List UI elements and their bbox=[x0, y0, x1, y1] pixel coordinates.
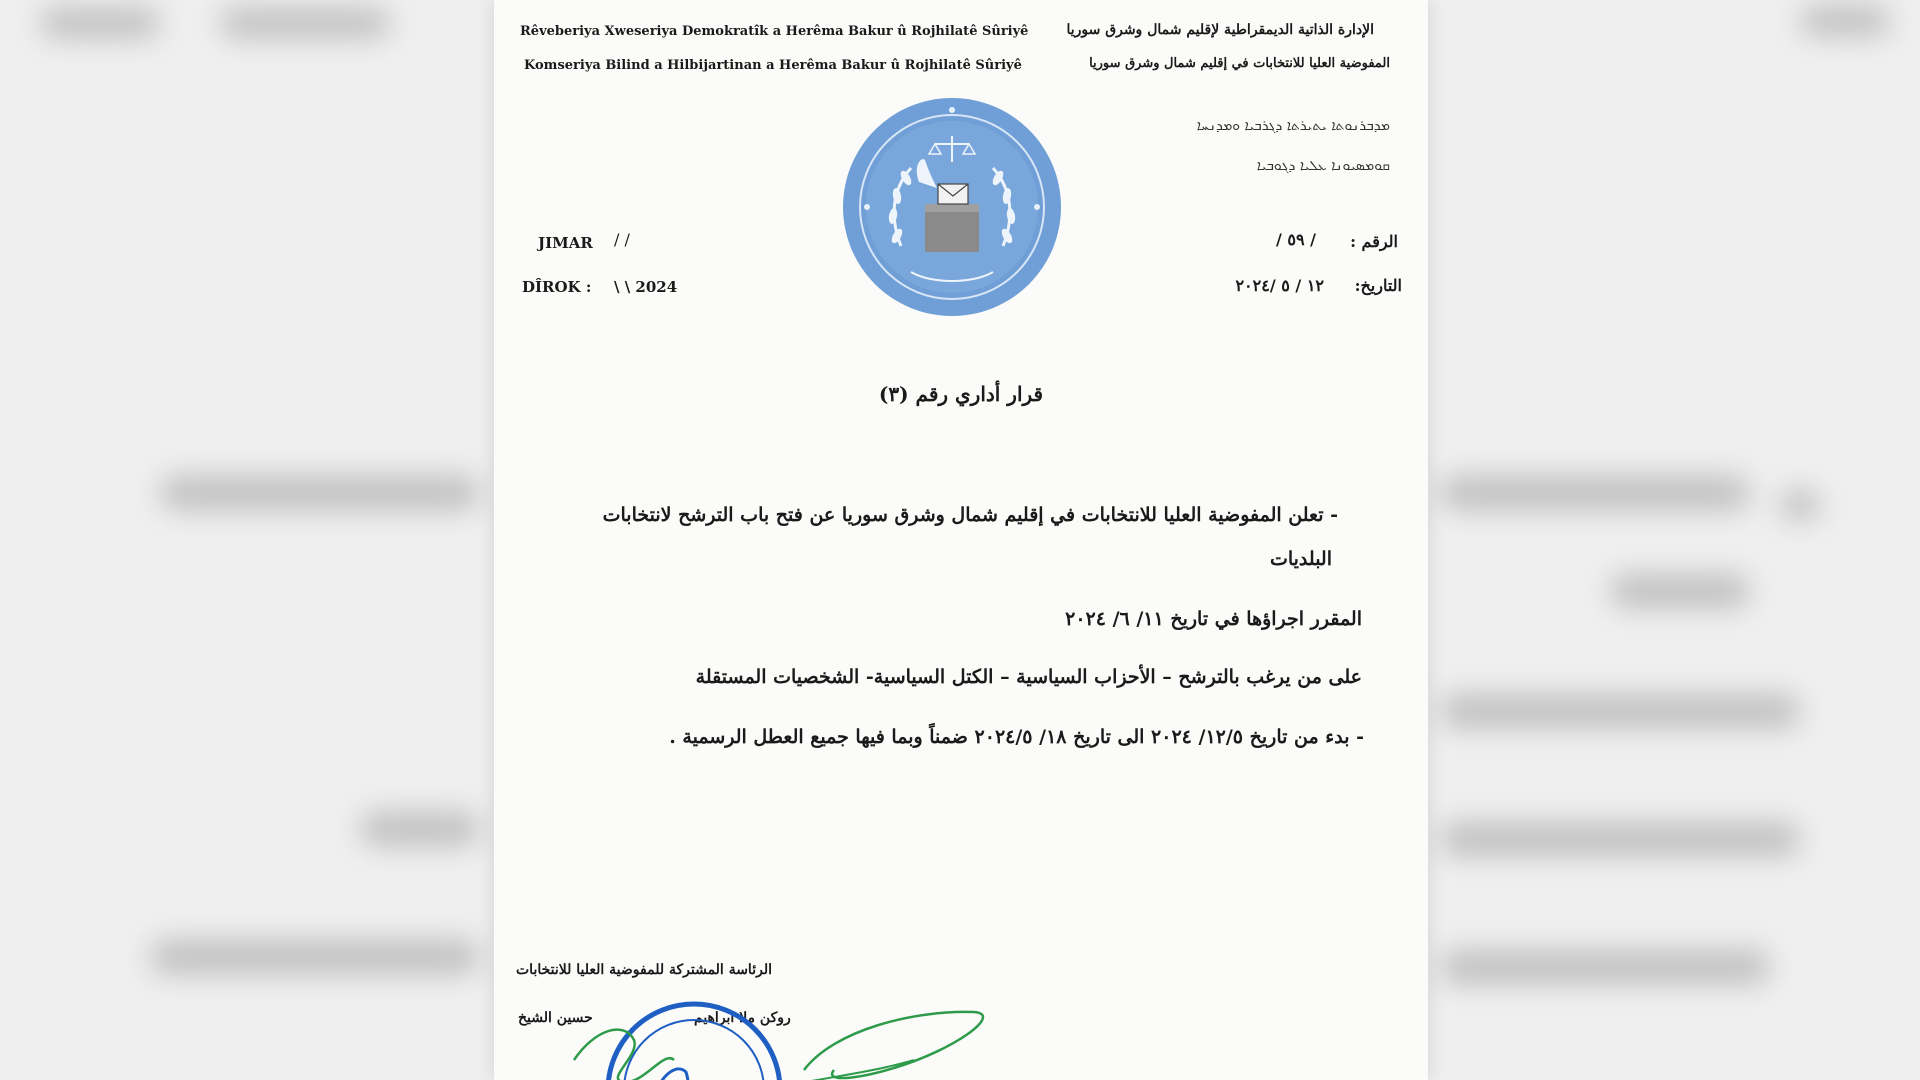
jimar-label: JIMAR bbox=[538, 234, 593, 252]
body-line-3: المقرر اجراؤها في تاريخ ١١/ ٦/ ٢٠٢٤ bbox=[1065, 608, 1362, 630]
signature-title: الرئاسة المشتركة للمفوضية العليا للانتخابات bbox=[516, 962, 772, 978]
reference-number-label: الرقم : bbox=[1350, 232, 1398, 251]
signatory-name-left: حسين الشيخ bbox=[518, 1010, 593, 1026]
date-label: التاريخ: bbox=[1354, 276, 1402, 295]
jimar-value: / / bbox=[614, 230, 630, 249]
body-line-2: البلديات bbox=[1269, 548, 1332, 570]
document-page bbox=[494, 0, 1428, 1080]
header-kurdish-line-1: Rêveberiya Xweseriya Demokratîk a Herêma Bakur û Rojhilatê Sûriyê bbox=[520, 24, 1029, 39]
header-syriac-line-2: ܩܘܡܣܝܘܢܐ ܥܠܝܐ ܕܓܘܒܝܐ bbox=[1256, 158, 1390, 174]
reference-number-value: / ٥٩ / bbox=[1275, 230, 1316, 249]
body-line-4: على من يرغب بالترشح – الأحزاب السياسية – الكتل السياسية- الشخصيات المستقلة bbox=[695, 666, 1362, 688]
header-arabic-line-1: الإدارة الذاتية الديمقراطية لإقليم شمال وشرق سوريا bbox=[1066, 22, 1374, 38]
decision-title: قرار أداري رقم (٣) bbox=[878, 382, 1044, 406]
dirok-value: \ \ 2024 bbox=[614, 278, 678, 296]
dirok-label: DÎROK : bbox=[522, 278, 592, 296]
handwritten-signature bbox=[534, 990, 1004, 1080]
commission-seal-logo bbox=[841, 96, 1063, 318]
header-arabic-line-2: المفوضية العليا للانتخابات في إقليم شمال وشرق سوريا bbox=[1089, 56, 1390, 71]
date-value: ١٢ / ٥ /٢٠٢٤ bbox=[1235, 276, 1324, 295]
body-line-1: - تعلن المفوضية العليا للانتخابات في إقليم شمال وشرق سوريا عن فتح باب الترشح لانتخابات bbox=[602, 504, 1338, 526]
signatory-name-right: روكن ملا ابراهيم bbox=[694, 1010, 791, 1026]
header-syriac-line-1: ܡܕܒܪܢܘܬܐ ܝܬܝܪܬܐ ܕܓܪܒܝܐ ܘܡܕܢܚܐ bbox=[1196, 118, 1390, 134]
header-kurdish-line-2: Komseriya Bilind a Hilbijartinan a Herêma Bakur û Rojhilatê Sûriyê bbox=[524, 58, 1022, 73]
body-line-5: - بدء من تاريخ ١٢/٥/ ٢٠٢٤ الى تاريخ ١٨/ ٢٠٢٤/٥ ضمناً وبما فيها جميع العطل الرسمية . bbox=[669, 726, 1364, 748]
